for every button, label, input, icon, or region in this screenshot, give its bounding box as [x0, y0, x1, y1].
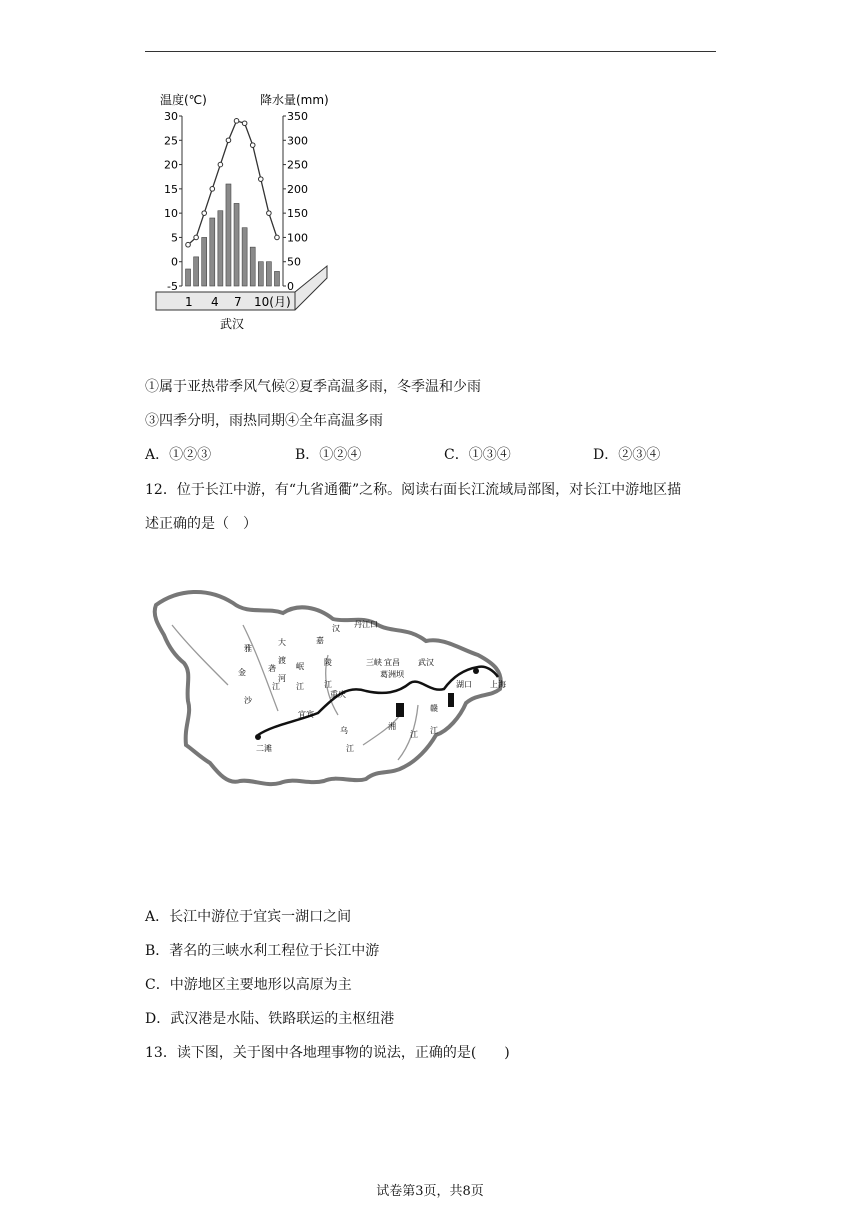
- temp-point-6: [226, 138, 231, 143]
- q12-option-c[interactable]: C．中游地区主要地形以高原为主: [145, 977, 352, 993]
- precip-bar-11: [266, 262, 271, 286]
- right-tick-label: 250: [287, 158, 308, 172]
- temp-point-7: [234, 119, 239, 124]
- map-label: 渡: [278, 656, 286, 665]
- q11-option-d[interactable]: D．②③④: [593, 447, 661, 463]
- map-label: 宜昌: [384, 658, 400, 667]
- left-tick-label: 20: [164, 158, 178, 172]
- yangtze-basin-map: [148, 585, 510, 793]
- map-label: 乌: [340, 726, 348, 735]
- map-label: 武汉: [418, 658, 434, 667]
- right-axis-title: 降水量(mm): [260, 93, 329, 107]
- left-tick-label: 15: [164, 182, 178, 196]
- left-axis-title: 温度(℃): [160, 93, 207, 107]
- map-label: 江: [346, 744, 354, 753]
- page-footer: 试卷第3页，共8页: [376, 1184, 484, 1199]
- left-tick-label: 0: [171, 255, 178, 269]
- x-label-1: 1: [185, 295, 193, 309]
- left-tick-label: 10: [164, 207, 178, 221]
- q12-stem-line1: 12．位于长江中游，有“九省通衢”之称。阅读右面长江流域局部图，对长江中游地区描: [145, 482, 682, 498]
- q12-option-d[interactable]: D．武汉港是水陆、铁路联运的主枢纽港: [145, 1011, 395, 1027]
- map-label: 江: [430, 726, 438, 735]
- x-label-4: 4: [211, 295, 219, 309]
- right-tick-label: 350: [287, 110, 308, 123]
- right-tick-label: 100: [287, 231, 308, 245]
- q11-option-b[interactable]: B．①②④: [295, 447, 362, 463]
- q13-stem: 13．读下图，关于图中各地理事物的说法，正确的是( ): [145, 1045, 510, 1061]
- temp-point-8: [242, 121, 247, 126]
- q12-option-b[interactable]: B．著名的三峡水利工程位于长江中游: [145, 943, 380, 959]
- right-tick-label: 200: [287, 182, 308, 196]
- map-label: 沙: [244, 696, 252, 705]
- temp-point-2: [194, 235, 199, 240]
- map-label: 上海: [490, 680, 506, 689]
- map-label: 葛洲坝: [380, 670, 404, 679]
- map-label: 江: [296, 682, 304, 691]
- poyang-lake: [448, 693, 454, 707]
- wuhan-climate-chart: [150, 90, 335, 335]
- map-label: 江: [410, 730, 418, 739]
- map-label: 嘉: [316, 636, 324, 645]
- map-label: 雅: [244, 644, 252, 653]
- temp-point-12: [275, 235, 280, 240]
- map-label: 湖口: [456, 680, 472, 689]
- left-axis-ticks: [164, 110, 182, 293]
- temp-point-1: [186, 242, 191, 247]
- precip-bar-4: [210, 218, 215, 286]
- left-tick-label: 5: [171, 231, 178, 245]
- precip-bar-3: [202, 237, 207, 286]
- temp-point-3: [202, 211, 207, 216]
- map-label: 重庆: [330, 690, 346, 699]
- map-label: 丹江口: [354, 620, 378, 629]
- map-label: 江: [324, 680, 332, 689]
- map-label: 宜宾: [298, 710, 314, 719]
- precip-bar-8: [242, 228, 247, 286]
- precip-bar-1: [186, 269, 191, 286]
- map-label: 二滩: [256, 744, 272, 753]
- q12-option-a[interactable]: A．长江中游位于宜宾一湖口之间: [145, 909, 352, 925]
- header-rule: [145, 51, 716, 52]
- map-label: 赣: [430, 704, 438, 713]
- right-tick-label: 50: [287, 255, 301, 269]
- chart-place-label: 武汉: [220, 317, 245, 331]
- x-label-7: 7: [234, 295, 242, 309]
- right-axis-ticks: [283, 110, 308, 293]
- q11-option-c[interactable]: C．①③④: [444, 447, 511, 463]
- temp-point-11: [267, 211, 272, 216]
- map-label: 汉: [332, 624, 340, 633]
- left-tick-label: 25: [164, 134, 178, 148]
- precip-bar-7: [234, 203, 239, 286]
- map-label: 大: [278, 638, 286, 647]
- precip-bar-6: [226, 184, 231, 286]
- precip-bar-2: [194, 257, 199, 286]
- left-tick-label: -5: [167, 280, 178, 293]
- temperature-line: [188, 121, 277, 245]
- map-label: 陵: [324, 658, 332, 667]
- x-label-10: 10(月): [254, 295, 291, 309]
- temp-point-5: [218, 162, 223, 167]
- map-label: 三峡: [366, 658, 382, 667]
- q11-statement-line2: ③四季分明，雨热同期④全年高温多雨: [145, 413, 383, 429]
- q11-statement-line1: ①属于亚热带季风气候②夏季高温多雨，冬季温和少雨: [145, 379, 481, 395]
- right-tick-label: 300: [287, 134, 308, 148]
- map-label: 湘: [388, 722, 396, 731]
- map-label: 河: [278, 674, 286, 683]
- q12-stem-line2: 述正确的是（ ）: [145, 516, 257, 532]
- right-tick-label: 0: [287, 280, 294, 293]
- map-label: 金: [238, 668, 246, 677]
- temp-point-4: [210, 187, 215, 192]
- right-tick-label: 150: [287, 207, 308, 221]
- map-label: 江: [272, 682, 280, 691]
- map-label: 岷: [296, 662, 304, 671]
- precip-bar-10: [258, 262, 263, 286]
- dongting-lake: [396, 703, 404, 717]
- q11-option-a[interactable]: A．①②③: [145, 447, 212, 463]
- precip-bar-5: [218, 211, 223, 286]
- precip-bar-12: [274, 271, 279, 286]
- temp-point-9: [250, 143, 255, 148]
- map-label: 砻: [268, 664, 276, 673]
- left-tick-label: 30: [164, 110, 178, 123]
- temp-point-10: [258, 177, 263, 182]
- precip-bar-9: [250, 247, 255, 286]
